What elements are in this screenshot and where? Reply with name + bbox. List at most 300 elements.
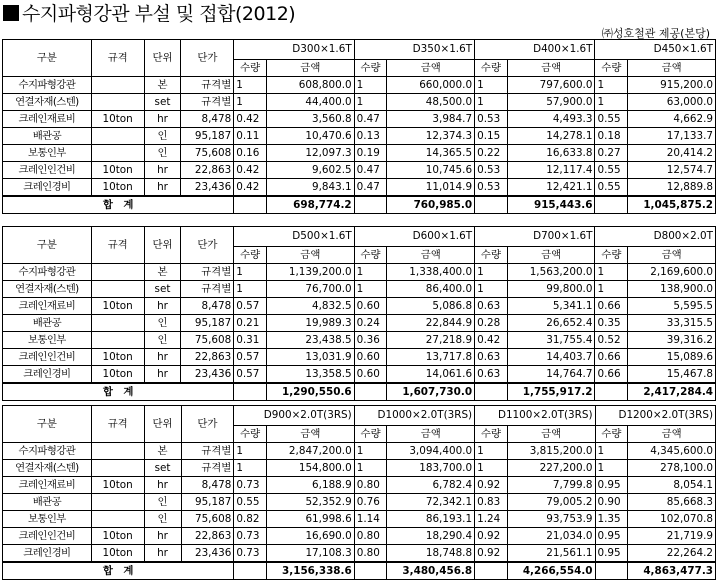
qty-cell: 1 bbox=[354, 94, 387, 111]
row-price: 95,187 bbox=[181, 315, 234, 332]
amount-cell: 1,139,200.0 bbox=[267, 264, 355, 281]
row-spec bbox=[91, 77, 144, 94]
row-unit: 본 bbox=[144, 264, 181, 281]
header-unit: 단위 bbox=[144, 40, 181, 77]
row-unit: hr bbox=[144, 111, 181, 128]
row-price: 22,863 bbox=[181, 162, 234, 179]
header-qty: 수량 bbox=[475, 426, 508, 443]
header-qty: 수량 bbox=[595, 247, 628, 264]
amount-cell: 15,467.8 bbox=[628, 366, 716, 384]
row-name: 보통인부 bbox=[3, 332, 92, 349]
qty-cell: 0.47 bbox=[354, 111, 387, 128]
total-qty-cell bbox=[234, 383, 267, 401]
total-qty-cell bbox=[595, 383, 628, 401]
row-price: 95,187 bbox=[181, 128, 234, 145]
row-spec bbox=[91, 264, 144, 281]
header-item: 구분 bbox=[3, 40, 92, 77]
amount-cell: 21,034.0 bbox=[507, 528, 595, 545]
amount-cell: 3,560.8 bbox=[267, 111, 355, 128]
amount-cell: 21,561.1 bbox=[507, 545, 595, 563]
amount-cell: 39,316.2 bbox=[628, 332, 716, 349]
header-spec: 규격 bbox=[91, 406, 144, 443]
amount-cell: 33,315.5 bbox=[628, 315, 716, 332]
amount-cell: 12,117.4 bbox=[507, 162, 595, 179]
qty-cell: 0.53 bbox=[475, 179, 508, 197]
header-amount: 금액 bbox=[387, 247, 475, 264]
row-spec bbox=[91, 460, 144, 477]
qty-cell: 0.92 bbox=[475, 528, 508, 545]
qty-cell: 0.15 bbox=[475, 128, 508, 145]
row-name: 연결자재(스텐) bbox=[3, 281, 92, 298]
amount-cell: 18,290.4 bbox=[387, 528, 475, 545]
header-amount: 금액 bbox=[628, 247, 716, 264]
row-price: 22,863 bbox=[181, 349, 234, 366]
table-row bbox=[3, 145, 716, 162]
amount-cell: 6,782.4 bbox=[387, 477, 475, 494]
qty-cell: 1 bbox=[475, 264, 508, 281]
qty-cell: 0.35 bbox=[595, 315, 628, 332]
row-name: 크레인경비 bbox=[3, 545, 92, 563]
qty-cell: 0.76 bbox=[354, 494, 387, 511]
row-unit: set bbox=[144, 460, 181, 477]
qty-cell: 1 bbox=[595, 264, 628, 281]
size-header: D1200×2.0T(3RS) bbox=[595, 406, 716, 426]
qty-cell: 0.83 bbox=[475, 494, 508, 511]
row-name: 크레인재료비 bbox=[3, 298, 92, 315]
row-price: 규격별 bbox=[181, 443, 234, 460]
total-row bbox=[3, 383, 716, 401]
size-header: D300×1.6T bbox=[234, 40, 354, 60]
amount-cell: 154,800.0 bbox=[267, 460, 355, 477]
total-amount-cell: 4,266,554.0 bbox=[507, 562, 595, 580]
header-qty: 수량 bbox=[475, 247, 508, 264]
qty-cell: 0.63 bbox=[475, 298, 508, 315]
size-header: D1100×2.0T(3RS) bbox=[475, 406, 595, 426]
amount-cell: 4,662.9 bbox=[628, 111, 716, 128]
qty-cell: 1 bbox=[234, 264, 267, 281]
source-note: ㈜성호철관 제공(본당) bbox=[601, 27, 710, 40]
size-header: D350×1.6T bbox=[354, 40, 474, 60]
total-qty-cell bbox=[595, 562, 628, 580]
amount-cell: 14,764.7 bbox=[507, 366, 595, 384]
row-spec: 10ton bbox=[91, 111, 144, 128]
amount-cell: 12,421.1 bbox=[507, 179, 595, 197]
amount-cell: 10,745.6 bbox=[387, 162, 475, 179]
qty-cell: 0.57 bbox=[234, 349, 267, 366]
row-name: 연결자재(스텐) bbox=[3, 460, 92, 477]
amount-cell: 12,374.3 bbox=[387, 128, 475, 145]
qty-cell: 0.18 bbox=[595, 128, 628, 145]
row-unit: hr bbox=[144, 528, 181, 545]
header-row bbox=[3, 40, 716, 60]
header-unit: 단위 bbox=[144, 406, 181, 443]
amount-cell: 22,264.2 bbox=[628, 545, 716, 563]
amount-cell: 22,844.9 bbox=[387, 315, 475, 332]
total-amount-cell: 1,045,875.2 bbox=[628, 196, 716, 214]
qty-cell: 0.90 bbox=[595, 494, 628, 511]
total-label: 합 계 bbox=[3, 196, 234, 214]
qty-cell: 0.11 bbox=[234, 128, 267, 145]
amount-cell: 797,600.0 bbox=[507, 77, 595, 94]
header-amount: 금액 bbox=[267, 247, 355, 264]
row-spec: 10ton bbox=[91, 545, 144, 563]
row-spec bbox=[91, 128, 144, 145]
amount-cell: 5,086.8 bbox=[387, 298, 475, 315]
row-name: 크레인경비 bbox=[3, 179, 92, 197]
header-amount: 금액 bbox=[507, 426, 595, 443]
amount-cell: 21,719.9 bbox=[628, 528, 716, 545]
row-price: 23,436 bbox=[181, 179, 234, 197]
row-spec bbox=[91, 443, 144, 460]
amount-cell: 9,602.5 bbox=[267, 162, 355, 179]
amount-cell: 79,005.2 bbox=[507, 494, 595, 511]
qty-cell: 0.60 bbox=[354, 366, 387, 384]
row-unit: hr bbox=[144, 162, 181, 179]
qty-cell: 1 bbox=[475, 77, 508, 94]
amount-cell: 278,100.0 bbox=[628, 460, 716, 477]
total-amount-cell: 915,443.6 bbox=[507, 196, 595, 214]
amount-cell: 3,815,200.0 bbox=[507, 443, 595, 460]
qty-cell: 0.57 bbox=[234, 298, 267, 315]
table-row bbox=[3, 77, 716, 94]
amount-cell: 16,690.0 bbox=[267, 528, 355, 545]
qty-cell: 0.80 bbox=[354, 545, 387, 563]
row-price: 23,436 bbox=[181, 366, 234, 384]
total-qty-cell bbox=[234, 562, 267, 580]
table-row bbox=[3, 264, 716, 281]
amount-cell: 227,200.0 bbox=[507, 460, 595, 477]
header-amount: 금액 bbox=[507, 247, 595, 264]
row-spec bbox=[91, 511, 144, 528]
row-price: 95,187 bbox=[181, 494, 234, 511]
qty-cell: 1 bbox=[234, 94, 267, 111]
amount-cell: 14,278.1 bbox=[507, 128, 595, 145]
row-price: 규격별 bbox=[181, 94, 234, 111]
row-price: 23,436 bbox=[181, 545, 234, 563]
amount-cell: 72,342.1 bbox=[387, 494, 475, 511]
qty-cell: 1 bbox=[354, 460, 387, 477]
total-amount-cell: 2,417,284.4 bbox=[628, 383, 716, 401]
qty-cell: 0.95 bbox=[595, 545, 628, 563]
qty-cell: 0.53 bbox=[475, 162, 508, 179]
row-unit: hr bbox=[144, 366, 181, 384]
qty-cell: 1 bbox=[475, 443, 508, 460]
table-row bbox=[3, 460, 716, 477]
amount-cell: 44,400.0 bbox=[267, 94, 355, 111]
table-row bbox=[3, 528, 716, 545]
header-price: 단가 bbox=[181, 406, 234, 443]
qty-cell: 1.14 bbox=[354, 511, 387, 528]
qty-cell: 0.63 bbox=[475, 349, 508, 366]
qty-cell: 0.31 bbox=[234, 332, 267, 349]
amount-cell: 61,998.6 bbox=[267, 511, 355, 528]
total-qty-cell bbox=[354, 196, 387, 214]
row-name: 크레인경비 bbox=[3, 366, 92, 384]
qty-cell: 0.47 bbox=[354, 179, 387, 197]
size-header: D450×1.6T bbox=[595, 40, 716, 60]
row-spec: 10ton bbox=[91, 179, 144, 197]
table-row bbox=[3, 298, 716, 315]
amount-cell: 7,799.8 bbox=[507, 477, 595, 494]
header-row bbox=[3, 227, 716, 247]
qty-cell: 0.22 bbox=[475, 145, 508, 162]
amount-cell: 13,031.9 bbox=[267, 349, 355, 366]
qty-cell: 1 bbox=[234, 460, 267, 477]
amount-cell: 14,403.7 bbox=[507, 349, 595, 366]
row-unit: hr bbox=[144, 298, 181, 315]
qty-cell: 0.60 bbox=[354, 298, 387, 315]
row-unit: set bbox=[144, 281, 181, 298]
row-unit: 본 bbox=[144, 77, 181, 94]
qty-cell: 0.73 bbox=[234, 477, 267, 494]
row-unit: 인 bbox=[144, 494, 181, 511]
header-spec: 규격 bbox=[91, 227, 144, 264]
row-name: 보통인부 bbox=[3, 511, 92, 528]
table-row bbox=[3, 111, 716, 128]
qty-cell: 0.28 bbox=[475, 315, 508, 332]
qty-cell: 1 bbox=[595, 77, 628, 94]
amount-cell: 93,753.9 bbox=[507, 511, 595, 528]
row-spec: 10ton bbox=[91, 366, 144, 384]
row-name: 크레인재료비 bbox=[3, 111, 92, 128]
row-unit: 인 bbox=[144, 145, 181, 162]
header-amount: 금액 bbox=[267, 60, 355, 77]
amount-cell: 48,500.0 bbox=[387, 94, 475, 111]
amount-cell: 8,054.1 bbox=[628, 477, 716, 494]
amount-cell: 1,563,200.0 bbox=[507, 264, 595, 281]
header-qty: 수량 bbox=[354, 247, 387, 264]
qty-cell: 1 bbox=[595, 281, 628, 298]
amount-cell: 6,188.9 bbox=[267, 477, 355, 494]
qty-cell: 0.19 bbox=[354, 145, 387, 162]
qty-cell: 1 bbox=[595, 443, 628, 460]
qty-cell: 0.66 bbox=[595, 298, 628, 315]
total-amount-cell: 3,480,456.8 bbox=[387, 562, 475, 580]
amount-cell: 12,574.7 bbox=[628, 162, 716, 179]
qty-cell: 1 bbox=[475, 94, 508, 111]
qty-cell: 1 bbox=[234, 443, 267, 460]
header-qty: 수량 bbox=[354, 60, 387, 77]
table-row bbox=[3, 443, 716, 460]
qty-cell: 0.63 bbox=[475, 366, 508, 384]
row-name: 수지파형강관 bbox=[3, 443, 92, 460]
table-row bbox=[3, 281, 716, 298]
row-name: 크레인재료비 bbox=[3, 477, 92, 494]
amount-cell: 608,800.0 bbox=[267, 77, 355, 94]
total-qty-cell bbox=[354, 383, 387, 401]
header-amount: 금액 bbox=[387, 426, 475, 443]
row-name: 크레인인건비 bbox=[3, 162, 92, 179]
row-name: 수지파형강관 bbox=[3, 77, 92, 94]
header-amount: 금액 bbox=[267, 426, 355, 443]
amount-cell: 63,000.0 bbox=[628, 94, 716, 111]
qty-cell: 1 bbox=[475, 460, 508, 477]
row-spec bbox=[91, 315, 144, 332]
header-amount: 금액 bbox=[628, 426, 716, 443]
size-header: D1000×2.0T(3RS) bbox=[354, 406, 474, 426]
qty-cell: 1 bbox=[354, 77, 387, 94]
amount-cell: 76,700.0 bbox=[267, 281, 355, 298]
qty-cell: 1 bbox=[354, 443, 387, 460]
qty-cell: 0.80 bbox=[354, 477, 387, 494]
cost-table-3 bbox=[2, 405, 716, 580]
header-price: 단가 bbox=[181, 40, 234, 77]
amount-cell: 4,832.5 bbox=[267, 298, 355, 315]
row-name: 배관공 bbox=[3, 494, 92, 511]
amount-cell: 5,595.5 bbox=[628, 298, 716, 315]
qty-cell: 0.55 bbox=[234, 494, 267, 511]
qty-cell: 1 bbox=[595, 94, 628, 111]
row-unit: hr bbox=[144, 545, 181, 563]
amount-cell: 2,169,600.0 bbox=[628, 264, 716, 281]
row-name: 수지파형강관 bbox=[3, 264, 92, 281]
total-amount-cell: 1,755,917.2 bbox=[507, 383, 595, 401]
amount-cell: 18,748.8 bbox=[387, 545, 475, 563]
header-item: 구분 bbox=[3, 406, 92, 443]
qty-cell: 0.92 bbox=[475, 477, 508, 494]
qty-cell: 0.21 bbox=[234, 315, 267, 332]
amount-cell: 4,345,600.0 bbox=[628, 443, 716, 460]
header-item: 구분 bbox=[3, 227, 92, 264]
total-row bbox=[3, 562, 716, 580]
row-unit: hr bbox=[144, 179, 181, 197]
amount-cell: 13,358.5 bbox=[267, 366, 355, 384]
amount-cell: 4,493.3 bbox=[507, 111, 595, 128]
table-row bbox=[3, 477, 716, 494]
amount-cell: 14,365.5 bbox=[387, 145, 475, 162]
amount-cell: 12,889.8 bbox=[628, 179, 716, 197]
amount-cell: 17,108.3 bbox=[267, 545, 355, 563]
total-amount-cell: 4,863,477.3 bbox=[628, 562, 716, 580]
qty-cell: 1 bbox=[354, 264, 387, 281]
qty-cell: 1 bbox=[475, 281, 508, 298]
amount-cell: 1,338,400.0 bbox=[387, 264, 475, 281]
table-row bbox=[3, 162, 716, 179]
amount-cell: 660,000.0 bbox=[387, 77, 475, 94]
row-spec bbox=[91, 94, 144, 111]
row-price: 8,478 bbox=[181, 477, 234, 494]
amount-cell: 3,984.7 bbox=[387, 111, 475, 128]
qty-cell: 0.42 bbox=[234, 162, 267, 179]
row-spec bbox=[91, 281, 144, 298]
total-qty-cell bbox=[595, 196, 628, 214]
total-amount-cell: 698,774.2 bbox=[267, 196, 355, 214]
qty-cell: 1 bbox=[595, 460, 628, 477]
table-row bbox=[3, 366, 716, 384]
size-header: D600×1.6T bbox=[354, 227, 474, 247]
amount-cell: 13,717.8 bbox=[387, 349, 475, 366]
amount-cell: 23,438.5 bbox=[267, 332, 355, 349]
qty-cell: 0.24 bbox=[354, 315, 387, 332]
qty-cell: 0.55 bbox=[595, 162, 628, 179]
row-spec: 10ton bbox=[91, 477, 144, 494]
size-header: D500×1.6T bbox=[234, 227, 354, 247]
qty-cell: 0.52 bbox=[595, 332, 628, 349]
amount-cell: 20,414.2 bbox=[628, 145, 716, 162]
total-amount-cell: 1,290,550.6 bbox=[267, 383, 355, 401]
amount-cell: 31,755.4 bbox=[507, 332, 595, 349]
qty-cell: 0.66 bbox=[595, 366, 628, 384]
size-header: D800×2.0T bbox=[595, 227, 716, 247]
qty-cell: 0.82 bbox=[234, 511, 267, 528]
row-price: 8,478 bbox=[181, 111, 234, 128]
amount-cell: 86,193.1 bbox=[387, 511, 475, 528]
page-title-text: 수지파형강관 부설 및 접합(2012) bbox=[22, 3, 296, 25]
row-unit: hr bbox=[144, 477, 181, 494]
cost-table-1 bbox=[2, 39, 716, 214]
amount-cell: 16,633.8 bbox=[507, 145, 595, 162]
amount-cell: 85,668.3 bbox=[628, 494, 716, 511]
qty-cell: 1 bbox=[354, 281, 387, 298]
row-spec bbox=[91, 332, 144, 349]
row-price: 8,478 bbox=[181, 298, 234, 315]
qty-cell: 0.80 bbox=[354, 528, 387, 545]
row-price: 75,608 bbox=[181, 511, 234, 528]
total-label: 합 계 bbox=[3, 562, 234, 580]
total-qty-cell bbox=[234, 196, 267, 214]
qty-cell: 0.27 bbox=[595, 145, 628, 162]
header-qty: 수량 bbox=[234, 247, 267, 264]
header-qty: 수량 bbox=[475, 60, 508, 77]
row-price: 75,608 bbox=[181, 145, 234, 162]
amount-cell: 2,847,200.0 bbox=[267, 443, 355, 460]
table-row bbox=[3, 511, 716, 528]
qty-cell: 1.24 bbox=[475, 511, 508, 528]
square-bullet-icon bbox=[3, 5, 19, 21]
row-price: 규격별 bbox=[181, 460, 234, 477]
qty-cell: 1 bbox=[234, 77, 267, 94]
size-header: D900×2.0T(3RS) bbox=[234, 406, 354, 426]
size-header: D700×1.6T bbox=[475, 227, 595, 247]
row-unit: 인 bbox=[144, 511, 181, 528]
table-row bbox=[3, 179, 716, 197]
qty-cell: 0.55 bbox=[595, 111, 628, 128]
table-row bbox=[3, 494, 716, 511]
qty-cell: 0.55 bbox=[595, 179, 628, 197]
row-spec bbox=[91, 145, 144, 162]
qty-cell: 0.53 bbox=[475, 111, 508, 128]
amount-cell: 52,352.9 bbox=[267, 494, 355, 511]
row-name: 크레인인건비 bbox=[3, 349, 92, 366]
qty-cell: 0.57 bbox=[234, 366, 267, 384]
header-qty: 수량 bbox=[354, 426, 387, 443]
page-title bbox=[3, 2, 295, 26]
row-price: 75,608 bbox=[181, 332, 234, 349]
header-qty: 수량 bbox=[234, 60, 267, 77]
row-name: 배관공 bbox=[3, 315, 92, 332]
row-price: 규격별 bbox=[181, 264, 234, 281]
table-row bbox=[3, 545, 716, 563]
row-unit: 인 bbox=[144, 128, 181, 145]
total-row bbox=[3, 196, 716, 214]
row-unit: hr bbox=[144, 349, 181, 366]
row-spec: 10ton bbox=[91, 162, 144, 179]
total-qty-cell bbox=[475, 562, 508, 580]
header-amount: 금액 bbox=[387, 60, 475, 77]
amount-cell: 15,089.6 bbox=[628, 349, 716, 366]
row-name: 연결자재(스텐) bbox=[3, 94, 92, 111]
amount-cell: 12,097.3 bbox=[267, 145, 355, 162]
amount-cell: 99,800.0 bbox=[507, 281, 595, 298]
table-row bbox=[3, 315, 716, 332]
header-spec: 규격 bbox=[91, 40, 144, 77]
row-spec bbox=[91, 494, 144, 511]
row-spec: 10ton bbox=[91, 349, 144, 366]
table-row bbox=[3, 94, 716, 111]
total-label: 합 계 bbox=[3, 383, 234, 401]
row-name: 크레인인건비 bbox=[3, 528, 92, 545]
header-amount: 금액 bbox=[507, 60, 595, 77]
